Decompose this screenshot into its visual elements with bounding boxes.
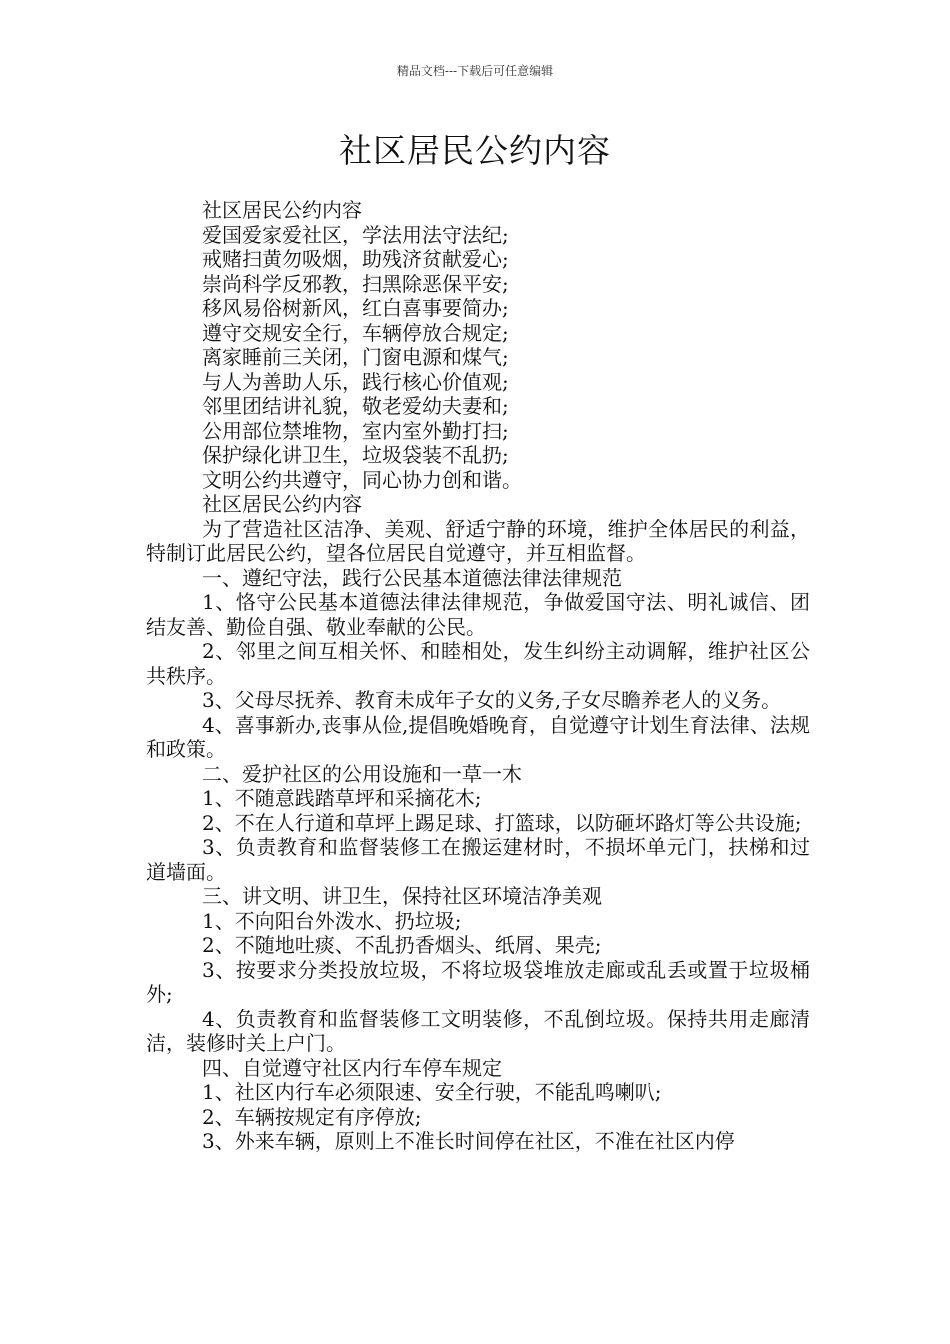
body-line: 社区居民公约内容 bbox=[202, 198, 362, 222]
body-line: 2、不随地吐痰、不乱扔香烟头、纸屑、果壳; bbox=[202, 933, 602, 957]
body-line: 与人为善助人乐，践行核心价值观; bbox=[202, 369, 509, 394]
body-line: 1、社区内行车必须限速、安全行驶，不能乱鸣喇叭; bbox=[202, 1080, 662, 1104]
body-line: 爱国爱家爱社区，学法用法守法纪; bbox=[202, 222, 509, 247]
body-line: 3、外来车辆，原则上不准长时间停在社区，不准在社区内停 bbox=[202, 1129, 735, 1153]
page-header: 精品文档---下载后可任意编辑 bbox=[396, 64, 554, 78]
body-paragraph: 2、不在人行道和草坪上踢足球、打篮球，以防砸坏路灯等公共设施; bbox=[202, 810, 802, 835]
document-title: 社区居民公约内容 bbox=[339, 131, 611, 170]
body-paragraph: 4、喜事新办,丧事从俭,提倡晚婚晚育，自觉遵守计划生育法律、法规和政策。 bbox=[146, 712, 810, 761]
body-line: 三、讲文明、讲卫生，保持社区环境洁净美观 bbox=[202, 884, 602, 908]
body-line: 邻里团结讲礼貌，敬老爱幼夫妻和; bbox=[202, 394, 509, 418]
body-line: 文明公约共遵守，同心协力创和谐。 bbox=[202, 467, 522, 492]
body-line: 戒赌扫黄勿吸烟，助残济贫献爱心; bbox=[202, 247, 509, 271]
body-line: 二、爱护社区的公用设施和一草一木 bbox=[202, 761, 522, 786]
body-line: 2、车辆按规定有序停放; bbox=[202, 1104, 422, 1129]
body-line: 四、自觉遵守社区内行车停车规定 bbox=[202, 1055, 502, 1080]
body-paragraph: 为了营造社区洁净、美观、舒适宁静的环境，维护全体居民的利益，特制订此居民公约，望各位居民自觉遵守，并互相监督。 bbox=[146, 516, 810, 565]
body-paragraph: 3、负责教育和监督装修工在搬运建材时，不损坏单元门，扶梯和过道墙面。 bbox=[146, 835, 810, 884]
body-line: 移风易俗树新风，红白喜事要简办; bbox=[202, 296, 509, 320]
body-line: 公用部位禁堆物，室内室外勤打扫; bbox=[202, 418, 509, 443]
body-paragraph: 2、邻里之间互相关怀、和睦相处，发生纠纷主动调解，维护社区公共秩序。 bbox=[146, 639, 810, 688]
body-line: 遵守交规安全行，车辆停放合规定; bbox=[202, 320, 509, 345]
body-line: 一、遵纪守法，践行公民基本道德法律法律规范 bbox=[202, 565, 622, 590]
body-line: 社区居民公约内容 bbox=[202, 492, 362, 516]
document-body bbox=[146, 198, 810, 1154]
body-paragraph: 4、负责教育和监督装修工文明装修，不乱倒垃圾。保持共用走廊清洁，装修时关上户门。 bbox=[146, 1006, 810, 1055]
body-paragraph: 1、恪守公民基本道德法律法律规范，争做爱国守法、明礼诚信、团结友善、勤俭自强、敬业奉献的公民。 bbox=[146, 590, 810, 639]
body-line: 1、不随意践踏草坪和采摘花木; bbox=[202, 786, 482, 810]
body-line: 保护绿化讲卫生，垃圾袋装不乱扔; bbox=[202, 443, 509, 467]
body-line: 崇尚科学反邪教，扫黑除恶保平安; bbox=[202, 271, 509, 296]
body-line: 离家睡前三关闭，门窗电源和煤气; bbox=[202, 345, 509, 369]
body-paragraph: 3、父母尽抚养、教育未成年子女的义务,子女尽瞻养老人的义务。 bbox=[202, 688, 782, 712]
body-line: 1、不向阳台外泼水、扔垃圾; bbox=[202, 908, 462, 933]
body-paragraph: 3、按要求分类投放垃圾，不将垃圾袋堆放走廊或乱丢或置于垃圾桶外; bbox=[146, 957, 810, 1006]
